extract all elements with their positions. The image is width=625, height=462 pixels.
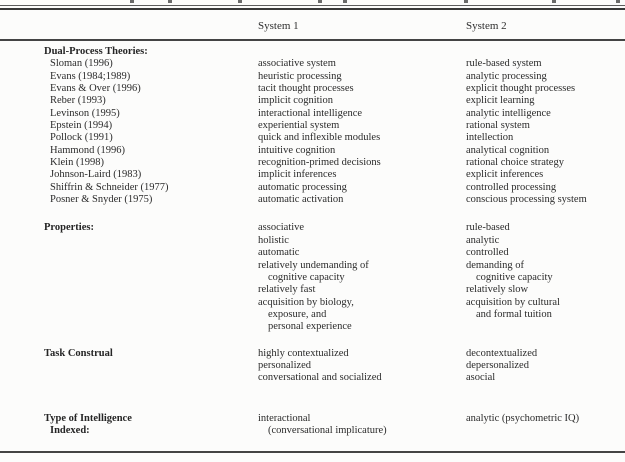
system1-cell: holistic — [258, 234, 289, 246]
row-label — [44, 297, 258, 309]
system2-cell: explicit thought processes — [466, 83, 576, 95]
row-label — [44, 360, 258, 372]
table-row — [44, 360, 619, 372]
table-row — [44, 58, 619, 70]
row-label: Properties: — [44, 222, 94, 234]
system2-cell: rational system — [466, 120, 530, 132]
system1-cell: quick and inflexible modules — [258, 132, 381, 144]
system2-cell: acquisition by cultural — [466, 296, 560, 308]
table-row — [44, 309, 619, 321]
table-row — [44, 222, 619, 234]
column-header-system1: System 1 — [258, 20, 299, 32]
system2-cell — [466, 321, 619, 333]
table-row — [44, 71, 619, 83]
row-label: Klein (1998) — [50, 157, 104, 169]
system2-cell: rule-based — [466, 222, 510, 234]
system2-cell: analytical cognition — [466, 144, 550, 156]
system2-cell: rule-based system — [466, 58, 542, 70]
table-row — [44, 182, 619, 194]
table-row — [44, 108, 619, 120]
row-label: Type of Intelligence — [44, 412, 132, 424]
caption-fragment — [552, 0, 556, 3]
system1-cell: acquisition by biology, — [258, 296, 354, 308]
system2-cell: demanding of — [466, 259, 525, 271]
table-row — [44, 284, 619, 296]
row-label — [44, 284, 258, 296]
system2-cell: and formal tuition — [476, 308, 552, 320]
system1-cell: automatic — [258, 247, 300, 259]
row-label: Epstein (1994) — [50, 120, 113, 132]
system2-cell: rational choice strategy — [466, 157, 564, 169]
table-row — [44, 83, 619, 95]
row-label: Pollock (1991) — [50, 132, 113, 144]
row-label: Johnson-Laird (1983) — [50, 169, 142, 181]
table-row — [44, 120, 619, 132]
row-label — [44, 235, 258, 247]
row-label: Task Construal — [44, 347, 113, 359]
system2-cell: asocial — [466, 372, 496, 384]
system2-cell: explicit learning — [466, 95, 535, 107]
system1-cell: exposure, and — [268, 308, 327, 320]
system1-cell: conversational and socialized — [258, 372, 382, 384]
system1-cell: tacit thought processes — [258, 83, 354, 95]
table-row — [44, 157, 619, 169]
system2-cell: explicit inferences — [466, 169, 544, 181]
system2-cell: analytic processing — [466, 70, 547, 82]
row-label: Dual-Process Theories: — [44, 46, 148, 57]
system1-cell: relatively fast — [258, 284, 316, 296]
table-row — [44, 247, 619, 259]
system2-cell: controlled processing — [466, 181, 557, 193]
system1-cell: relatively undemanding of — [258, 259, 369, 271]
row-label — [44, 272, 258, 284]
table-row — [44, 132, 619, 144]
row-label — [44, 309, 258, 321]
table-section-type-of-intelligence — [44, 413, 619, 438]
table-section-properties — [44, 222, 619, 333]
system1-cell: intuitive cognition — [258, 144, 336, 156]
system2-cell: cognitive capacity — [476, 271, 553, 283]
table-row — [44, 272, 619, 284]
system2-cell — [466, 46, 619, 58]
caption-fragment — [238, 0, 242, 3]
table-row — [44, 169, 619, 181]
system1-cell: implicit cognition — [258, 95, 333, 107]
row-label: Indexed: — [50, 424, 90, 436]
system2-cell: analytic intelligence — [466, 107, 551, 119]
row-label: Posner & Snyder (1975) — [50, 194, 153, 206]
row-label: Sloman (1996) — [50, 58, 113, 70]
system2-cell: analytic — [466, 234, 500, 246]
row-label: Levinson (1995) — [50, 107, 120, 119]
row-label: Evans (1984;1989) — [50, 70, 131, 82]
system1-cell: personal experience — [268, 321, 352, 333]
top-double-rule-thick — [0, 8, 625, 10]
system2-cell: decontextualized — [466, 347, 538, 359]
system1-cell: interactional — [258, 412, 311, 424]
system2-cell: conscious processing system — [466, 194, 587, 206]
row-label — [44, 247, 258, 259]
caption-fragment — [343, 0, 347, 3]
system1-cell: implicit inferences — [258, 169, 337, 181]
table-row — [44, 372, 619, 384]
caption-fragment — [464, 0, 468, 3]
system2-cell: controlled — [466, 247, 509, 259]
system1-cell: interactional intelligence — [258, 107, 363, 119]
table-section-task-construal — [44, 348, 619, 385]
system2-cell: intellection — [466, 132, 514, 144]
column-header-system2: System 2 — [466, 20, 507, 32]
table-row — [44, 145, 619, 157]
table-row — [44, 46, 619, 58]
row-label: Hammond (1996) — [50, 144, 125, 156]
system2-cell: depersonalized — [466, 359, 529, 371]
table-row — [44, 321, 619, 333]
table-row — [44, 413, 619, 425]
table-row — [44, 235, 619, 247]
table-row — [44, 260, 619, 272]
system1-cell: personalized — [258, 359, 312, 371]
caption-fragment — [616, 0, 620, 3]
top-double-rule-thin — [0, 5, 625, 6]
system2-cell: analytic (psychometric IQ) — [466, 412, 580, 424]
row-label: Evans & Over (1996) — [50, 83, 141, 95]
system1-cell: experiential system — [258, 120, 340, 132]
row-label — [44, 260, 258, 272]
system1-cell: cognitive capacity — [268, 271, 345, 283]
caption-fragment — [168, 0, 172, 3]
system1-cell: highly contextualized — [258, 347, 349, 359]
row-label — [44, 321, 258, 333]
system1-cell: recognition-primed decisions — [258, 157, 381, 169]
system1-cell: (conversational implicature) — [268, 424, 387, 436]
table-row — [44, 425, 619, 437]
system1-cell: associative system — [258, 58, 336, 70]
cropped-caption-fragments — [0, 0, 625, 4]
header-rule — [0, 39, 625, 41]
system2-cell — [466, 425, 619, 437]
caption-fragment — [130, 0, 134, 3]
row-label — [44, 372, 258, 384]
bottom-rule — [0, 451, 625, 453]
table-row — [44, 348, 619, 360]
system1-cell: automatic processing — [258, 181, 347, 193]
table-section-dual-process-theories — [44, 46, 619, 206]
system1-cell: automatic activation — [258, 194, 344, 206]
table-row — [44, 194, 619, 206]
row-label: Shiffrin & Schneider (1977) — [50, 181, 169, 193]
table-row — [44, 95, 619, 107]
table-row — [44, 297, 619, 309]
system1-cell — [258, 46, 466, 58]
table-body — [44, 46, 619, 437]
system2-cell: relatively slow — [466, 284, 529, 296]
row-label: Reber (1993) — [50, 95, 106, 107]
caption-fragment — [318, 0, 322, 3]
system1-cell: associative — [258, 222, 305, 234]
system1-cell: heuristic processing — [258, 70, 342, 82]
